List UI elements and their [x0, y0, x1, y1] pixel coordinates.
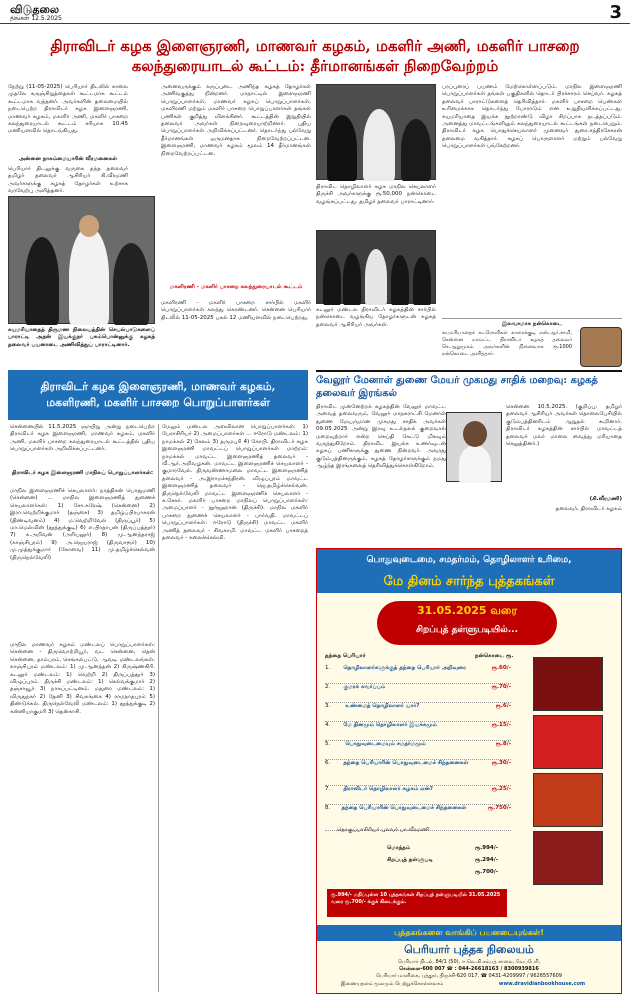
appointees-intro: சென்னையில் 11.5.2025 ஞாயிறு அன்று நடைபெற்ற திராவிடர் கழக இளைஞரணி, மாணவர் கழகம், மகளிர் அணி, மகளிர் பாசறை கலந்துரையாடல் கூட்டத்தில் புதிய பொறுப்பாளர்கள் அறிவிக்கப்பட்டனர். [10, 424, 155, 453]
book-title: குமரக் கவர்ப்பம் [343, 684, 386, 690]
book-cover-3 [533, 773, 603, 827]
book-list-item [325, 703, 511, 722]
headline: திராவிடர் கழக இளைஞரணி, மாணவர் கழகம், மகளிர் அணி, மகளிர் பாசறை கலந்துரையாடல் கூட்டம்: தீர்மானங்கள் நிறைவேற்றம் [50, 37, 580, 75]
donation-box [442, 318, 622, 366]
event-photo-1 [8, 196, 155, 324]
ad-topline-1: பொதுவுடைமை, சமதர்மம், தொழிலாளர் உரிமை, [317, 549, 621, 571]
donation-title: இலவசமாக நன்கொடை [501, 321, 563, 327]
book-number: 8. [325, 805, 331, 811]
photo-3-caption: கடலூர் மண்டல திராவிடர் கழகத்தின் சார்பில் நன்கொடை வழங்கிய தோழர்களுடன் கழகத் தலைவர் ஆசிரியர் அவர்கள். [316, 307, 436, 328]
book-price: ரூ.70/- [491, 684, 511, 690]
ad-topline-2: மே தினம் சார்ந்த புத்தகங்கள் [317, 571, 621, 593]
appointees-subhead: திராவிடர் கழக இளைஞரணி மாநிலப் பொறுப்பாளர்கள்: [11, 470, 154, 476]
photo-1-caption: சுயமரியாதைத் திருமண நிலையத்தின் செயல்பாடுகளைப் பாராட்டி அதன் இயக்குநர் பசும்பொன்னுக்கு கழகத் தலைவர் பயனாடை அணிவித்துப் பாராட்டினார். [8, 327, 155, 348]
book-number: 5. [325, 741, 331, 747]
book-advertisement [316, 548, 622, 994]
book-number: 6. [325, 760, 331, 766]
book-list-item [325, 665, 511, 684]
event-photo-3 [316, 230, 436, 304]
book-title: தந்தை பெரியாரின் பொதுவுடைமைச் சிந்தனைகள் [343, 760, 469, 766]
book-cover-2 [533, 715, 603, 769]
book-price: ரூ.8/- [495, 741, 511, 747]
obituary-title: வேலூர் மேனாள் துணை மேயர் முகமது சாதிக் மறைவு: கழகத் தலைவர் இரங்கல் [316, 375, 598, 399]
book-list-item [325, 684, 511, 703]
appointees-list-2: மாநில மாணவர் கழகம் மண்டலப் பொறுப்பாளர்கள்: சென்னை - திருவொற்றியூர், வட சென்னை, தென் சென்னை, தாம்பரம், செங்கல்பட்டு, ஆவடி மண்டலங்கள். காஞ்சிபுரம் மண்டலம்: 1) மு.ஆனந்தன் 2) கிருஷ்ணகிரி. கடலூர் மண்டலம்: 1) வெற்றி 2) திருப்பத்தூர் 3) விழுப்புரம். திருச்சி மண்டலம்: 1) செல்வக்குமார் 2) தஞ்சாவூர் 3) நாகப்பட்டினம். மதுரை மண்டலம்: 1) விருதுநகர் 2) தேனி 3) சிவகங்கை 4) ராமநாதபுரம் 5) திண்டுக்கல். திருநெல்வேலி மண்டலம்: 1) தூத்துக்குடி 2) கன்னியாகுமரி 3) தென்காசி. [10, 642, 155, 715]
book-title: திராவிடர் தொழிலாளர் கழகம் ஏன்? [343, 786, 433, 792]
lead-right-text: பரப்புரைப் பயணம் மேற்கொள்ளப்படும். மாநில இளைஞரணி பொறுப்பாளர்கள் தங்கள் பகுதிகளில் தொடர் பிரச்சாரம் செய்வர். கழகத் தலைவர் பாராட்டுகளைத் தெரிவித்தார். மகளிர் பாசறை பெண்கள் உரிமைக்காக தொடர்ந்து போராடும் என உறுதியளிக்கப்பட்டது. சுயமரியாதை இயக்க நூற்றாண்டு விழா சிறப்பாக நடத்தப்படும். அனைத்து மாவட்டங்களிலும் கலந்துரையாடல் கூட்டங்கள் நடைபெறும். திராவிடர் கழக பொதுச்செயலாளர் முனைவர் துரை.சந்திரசேகரன் தலைமை வகித்தார். கழகப் பொருளாளர் மற்றும் பல்வேறு பொறுப்பாளர்கள் பங்கேற்றனர். [442, 84, 622, 150]
book-cover-1 [533, 657, 603, 711]
book-list-item [325, 741, 511, 760]
book-list [325, 665, 511, 831]
donor-photo [580, 327, 622, 367]
page-number: 3 [609, 2, 622, 23]
book-title: தந்தை பெரியாரின் பொதுவுடைமைச் சிந்தனைகள் [341, 805, 467, 811]
book-price: ரூ.25/- [491, 786, 511, 792]
special-label: சிறப்புத் தள்ளுபடி [387, 857, 433, 863]
event-photo-2 [316, 84, 436, 180]
total-price: ரூ.994/- [475, 845, 499, 851]
appointees-list-1: மாநில இளைஞரணிச் செயலாளர்: நாத்திகன் பொதுமணி (சென்னை) ... மாநில இளைஞரணித் துணைச் செயலாளர்கள்: 1) சோ.சுரேஷ் (சென்னை) 2) இரா.வெற்றிக்குமார் (தஞ்சை) 3) தமிழ்ப்பிரபாகரன் (திண்டிவனம்) 4) ம.வெற்றிவேல் (திருப்பூர்) 5) மா.மெல்வின் (தூத்துக்குடி) 6) எ.பிரதாபன் (திருப்பத்தூர்) 7) க.அறிவன் (அரியலூர்) 8) மு.ஆனந்தராஜ் (காஞ்சிபுரம்) 9) அ.ஜெயராஜ் (திருவாரூர்) 10) மு.முத்துக்குமார் (கோவை) 11) மு.தமிழ்ச்செல்வன் (திருநெல்வேலி) [10, 488, 155, 561]
obituary-signature-role: தலைவர், திராவிடர் கழகம் [555, 506, 622, 512]
special-price: ரூ.294/- [475, 857, 499, 863]
paper-date: திங்கள் 12.5.2025 [10, 15, 62, 22]
obituary-text: திராவிட முன்னேற்றக் கழகத்தின் வேலூர் மாவட்ட அவைத் தலைவரும், வேலூர் மாநகராட்சி மேனாள் துணை மேயருமான முகமது சாதிக் அவர்கள் 09.05.2025 அன்று இரவு உடல்நலக் குறைவால் மறைவுற்றார் என்ற செய்தி கேட்டு மிகவும் வருந்துகிறோம். திராவிட இயக்க உணர்வுடன் கழகப் பணிகளுக்கு துணை நின்றவர். அவரது குடும்பத்தினருக்கும், கழகத் தோழர்களுக்கும் நமது ஆழ்ந்த இரங்கலைத் தெரிவித்துக்கொள்கிறோம். [316, 404, 446, 470]
obituary-photo [446, 412, 502, 482]
lead-middle-text-2: மகளிரணி - மகளிர் பாசறை சார்பில் மகளிர் பொறுப்பாளர்கள் கலந்து கொண்டனர். சென்னை பெரியார் திடலில் 11-05-2025 பகல் 12 மணியளவில் நடைபெற்றது. [161, 300, 311, 321]
total-label: மொத்தம் [387, 845, 411, 851]
offer-summary-box: ரூ.994/- மதிப்புள்ள 10 புத்தகங்கள் சிறப்புத் தள்ளுபடியில் 31.05.2025 வரை ரூ.700/- க்குக் கிடைக்கும். [327, 889, 507, 917]
appointees-banner: திராவிடர் கழக இளைஞரணி, மாணவர் கழகம், மகளிரணி, மகளிர் பாசறை பொறுப்பாளர்கள் [8, 370, 308, 420]
paper-name: விடுதலை [10, 3, 60, 16]
appointees-list-3: மேலும் மண்டல அளவிலான பொறுப்பாளர்கள்: 1) பேராசிரியர் 2) அமைப்பாளர்கள் ... ஈரோடு மண்டலம்: 1) நாமக்கல் 2) சேலம் 3) தருமபுரி 4) கோபி. திராவிடர் கழக இளைஞரணி மாவட்டப் பொறுப்பாளர்கள் மாற்றம்: நாமக்கல் மாவட்ட இளைஞரணித் தலைவர் - வீ.ஆர்.அறிவழகன். மாவட்ட இளைஞரணிச் செயலாளர் - குமாரவேல். திருவண்ணாமலை மாவட்ட இளைஞரணித் தலைவர் - அ.இராமச்சந்திரன். விழுப்புரம் மாவட்ட இளைஞரணித் தலைவர் - ஜெ.தமிழ்ச்செல்வன். திருநெல்வேலி மாவட்ட இளைஞரணிச் செயலாளர் - சு.சேகர். மகளிர் பாசறை மாநிலப் பொறுப்பாளர்கள்: அமைப்பாளர் - நூர்ஜஹான் (திருச்சி). மாநில மகளிர் பாசறை துணைச் செயலாளர் - பார்வதி. மாவட்டப் பொறுப்பாளர்கள்: ஈரோடு (திருச்சி) மாவட்ட மகளிர் அணித் தலைவர் - சிவகாமி. மாவட்ட மகளிர் பாசறைத் தலைவர் - கலைச்செல்வி. [162, 424, 308, 542]
book-price: ரூ.60/- [491, 665, 511, 671]
offer-badge [377, 601, 557, 645]
store-address-3: பெரியார் மாளிகை, புத்தூர், திருச்சி-620 017. ☎ 0431-4209997 / 9626557609 [376, 973, 562, 979]
photo-2-caption: திராவிட தொழிலாளர் கழக மாநில செயலாளர் திருச்சி அவர்களுக்கு ரூ.50,000 நன்கொடை வழங்கப்பட்டது. தமிழர் தலைவர் பாராட்டினார். [316, 184, 436, 205]
book-9-credit: தொகுப்பாசிரியர் புலவர் பா.வீரமணி [337, 827, 430, 833]
book-list-item [325, 786, 511, 805]
store-note: இணையதளம் மூலமும் பெற்றுக்கொள்ளலாம் [340, 981, 444, 987]
book-title: மே தினமும் தொழிலாளர் இயக்கமும் [343, 722, 437, 728]
book-covers [527, 657, 613, 889]
book-price: ரூ.750/- [487, 805, 511, 811]
ad-author: தந்தை பெரியார் [325, 653, 366, 659]
book-title: தொழிலாளர்களுக்குத் தந்தை பெரியார் அறிவுரை [343, 665, 466, 671]
lead-subhead-1: அன்னை நாகம்மையாரின் வீரமனைகள் [18, 156, 118, 162]
book-number: 4. [325, 722, 331, 728]
book-price: ரூ.6/- [495, 703, 511, 709]
ad-ribbon: புத்தகங்களை வாங்கிப் பயனடையுங்கள்! [317, 925, 621, 941]
book-number: 2. [325, 684, 331, 690]
page-header [0, 0, 630, 24]
book-number: 7. [325, 786, 331, 792]
book-list-item [325, 760, 511, 786]
store-name: பெரியார் புத்தக நிலையம் [404, 943, 534, 956]
obituary-side-text: சென்னை 10.5.2025. (குறிப்பு: தமிழர் தலைவர் ஆசிரியர் அவர்கள் தொலைபேசியில் குடும்பத்தினரிடம் ஆறுதல் கூறினார். திராவிடர் கழகத்தின் சார்பில் மாவட்டத் தலைவர் மலர் மாலை வைத்து மரியாதை செலுத்தினர்.) [506, 404, 622, 448]
donation-text: சுயமரியாதைச் சுடரொளிகள் காரைக்குடி என்.ஆர்.சாமி, சென்னை மாவட்ட திராவிடர் கழகத் தலைவர் செ.ஆறுமுகம் அவர்களின் நினைவாக ரூ.1000 நன்கொடை அளித்தார். [442, 330, 572, 358]
book-price: ரூ.30/- [491, 760, 511, 766]
store-website[interactable]: www.dravidianbookhouse.com [498, 981, 586, 987]
book-title: உண்மைத் தொழிலாளர் யார்? [345, 703, 420, 709]
book-number: 1. [325, 665, 331, 671]
lead-middle-text: அனைவருக்கும் கருப்புடை அணிந்த கழகத் தோழர்கள் அணிவகுத்து நின்றனர். மாநாட்டில் இளைஞரணி பொறுப்பாளர்கள், மாணவர் கழகப் பொறுப்பாளர்கள், மகளிரணி மற்றும் மகளிர் பாசறை பொறுப்பாளர்கள் தங்கள் பணிகள் குறித்து விளக்கினர். கூட்டத்தின் இறுதியில் தலைவர் அவர்கள் நிறைவுரையாற்றினார். புதிய பொறுப்பாளர்கள் அறிவிக்கப்பட்டனர். தொடர்ந்து பல்வேறு தீர்மானங்கள் ஒருமனதாக நிறைவேற்றப்பட்டன. இளைஞரணி, மாணவர் கழகம் மூலம் 14 தீர்மானங்கள் நிறைவேற்றப்பட்டன. [161, 84, 311, 157]
ad-price-header: நன்கொடை ரூ. [475, 653, 514, 659]
offer-text: சிறப்புத் தள்ளுபடியில்... [416, 625, 518, 635]
book-title: பொதுவுடைமையும் சமதர்மமும் [345, 741, 426, 747]
offer-date: 31.05.2025 வரை [416, 604, 518, 617]
book-number: 3. [325, 703, 331, 709]
book-cover-4 [533, 831, 603, 885]
book-list-item [325, 722, 511, 741]
lead-intro: நேற்று (11-05-2025) பெரியார் திடலில் காலை முதலே கருஞ்சிறுத்தைகள் கூட்டமாக கூட்டம் கூட்டமாக வந்தனர். அவர்களின் தலைமையில் நடைபெற்ற திராவிடர் கழக இளைஞரணி, மாணவர் கழகம், மகளிர் அணி, மகளிர் பாசறை கலந்துரையாடல் கூட்டம் சரியாக 10.45 மணியளவில் தொடங்கியது. [8, 84, 128, 135]
book-price: ரூ.15/- [491, 722, 511, 728]
obituary-signature: (கி.வீரமணி) [589, 496, 622, 502]
final-price: ரூ.700/- [475, 869, 499, 875]
store-address-2: சென்னை-600 007 ☎ : 044-26618163 / 8300939816 [399, 966, 539, 972]
lead-paragraph-1: பெரியார் திடலுக்கு வருகை தந்த தலைவர் தமிழர் தலைவர் ஆசிரியர் கி.வீரமணி அவர்களுக்கு கழகத் தோழர்கள் உற்சாக வரவேற்பு அளித்தனர். [8, 166, 128, 195]
store-address-1: பெரியார் திடல், 84/1 (50), ஈ.வெ.கி.சம்பத் சாலை, வேப்பேரி, [397, 959, 541, 965]
lead-subhead-2: மகளிரணி - மகளிர் பாசறை கலந்துரையாடல் கூட்டம் [169, 284, 303, 290]
